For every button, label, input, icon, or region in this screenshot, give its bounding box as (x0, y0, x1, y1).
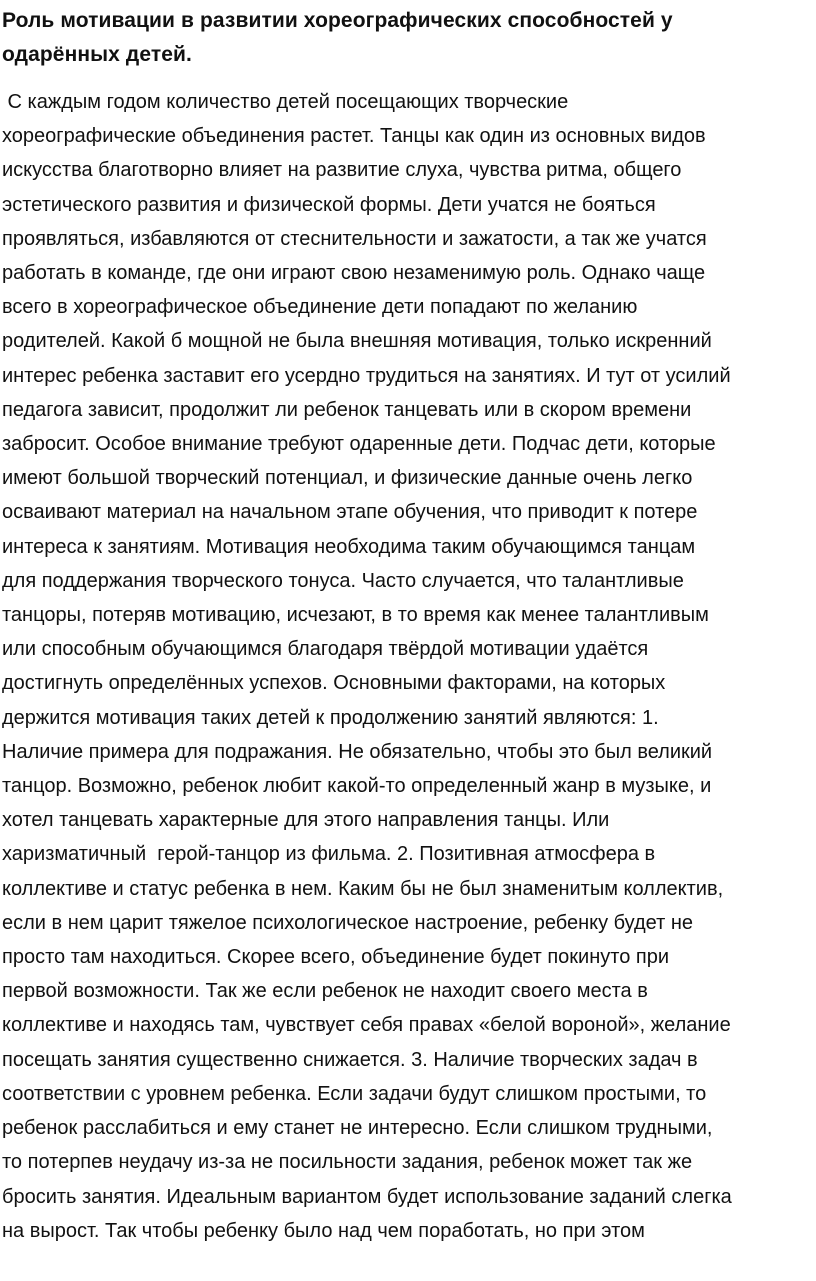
title-line: одарённых детей. (2, 43, 192, 66)
text-line: искусства благотворно влияет на развитие слуха, чувства ритма, общего (2, 159, 682, 182)
text-line: интереса к занятиям. Мотивация необходима таким обучающимся танцам (2, 535, 696, 558)
text-line: С каждым годом количество детей посещающих творческие (2, 91, 569, 113)
text-line: родителей. Какой б мощной не была внешняя мотивация, только искренний (2, 330, 712, 353)
text-line: Наличие примера для подражания. Не обязательно, чтобы это был великий (2, 740, 713, 763)
text-line: бросить занятия. Идеальным вариантом будет использование заданий слегка (2, 1185, 732, 1208)
text-line: для поддержания творческого тонуса. Часто случается, что талантливые (2, 569, 684, 592)
text-line: ребенок расслабиться и ему станет не интересно. Если слишком трудными, (2, 1117, 713, 1140)
text-line: педагога зависит, продолжит ли ребенок танцевать или в скором времени (2, 398, 692, 421)
text-line: танцоры, потеряв мотивацию, исчезают, в то время как менее талантливым (2, 604, 709, 627)
text-line: забросит. Особое внимание требуют одаренные дети. Подчас дети, которые (2, 433, 716, 456)
text-line: коллективе и находясь там, чувствует себя правах «белой вороной», желание (2, 1014, 731, 1037)
text-line: просто там находиться. Скорее всего, объединение будет покинуто при (2, 946, 669, 969)
text-line: эстетического развития и физической формы. Дети учатся не бояться (2, 193, 656, 216)
document-title (2, 4, 814, 72)
text-line: посещать занятия существенно снижается. 3. Наличие творческих задач в (2, 1048, 698, 1071)
text-line: осваивают материал на начальном этапе обучения, что приводит к потере (2, 501, 698, 524)
text-line: танцор. Возможно, ребенок любит какой-то определенный жанр в музыке, и (2, 775, 712, 798)
text-line: работать в команде, где они играют свою незаменимую роль. Однако чаще (2, 262, 706, 285)
text-line: держится мотивация таких детей к продолжению занятий являются: 1. (2, 706, 659, 729)
text-line: коллективе и статус ребенка в нем. Каким бы не был знаменитым коллектив, (2, 877, 724, 900)
text-line: имеют большой творческий потенциал, и физические данные очень легко (2, 467, 693, 490)
text-line: хотел танцевать характерные для этого направления танцы. Или (2, 809, 610, 832)
text-line: на вырост. Так чтобы ребенку было над чем поработать, но при этом (2, 1219, 645, 1242)
text-line: то потерпев неудачу из-за не посильности задания, ребенок может так же (2, 1151, 693, 1174)
text-line: хореографические объединения растет. Танцы как один из основных видов (2, 125, 706, 148)
title-line: Роль мотивации в развитии хореографических способностей у (2, 9, 673, 32)
text-line: всего в хореографическое объединение дети попадают по желанию (2, 296, 638, 319)
text-line: соответствии с уровнем ребенка. Если задачи будут слишком простыми, то (2, 1082, 707, 1105)
text-line: проявляться, избавляются от стеснительности и зажатости, а так же учатся (2, 227, 707, 250)
text-line: интерес ребенка заставит его усердно трудиться на занятиях. И тут от усилий (2, 364, 731, 387)
text-line: или способным обучающимся благодаря твёрдой мотивации удаётся (2, 638, 649, 661)
text-line: если в нем царит тяжелое психологическое настроение, ребенку будет не (2, 911, 694, 934)
text-line: харизматичный герой-танцор из фильма. 2. Позитивная атмосфера в (2, 843, 656, 866)
text-line: достигнуть определённых успехов. Основными факторами, на которых (2, 672, 666, 695)
text-line: первой возможности. Так же если ребенок не находит своего места в (2, 980, 648, 1003)
body-paragraph (2, 85, 814, 1248)
